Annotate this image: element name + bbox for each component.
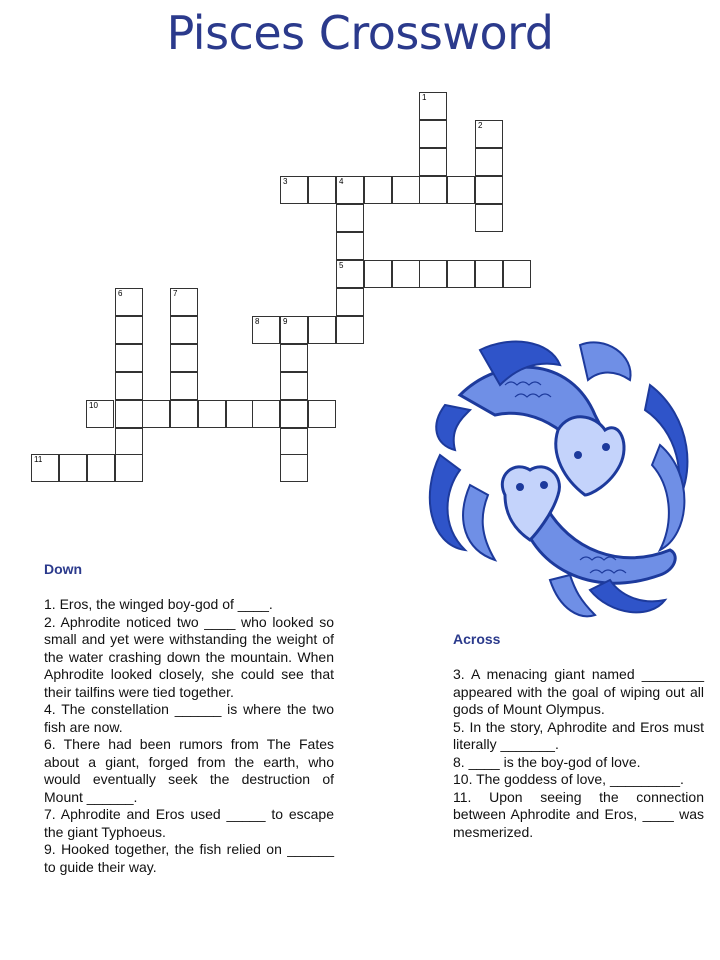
crossword-cell[interactable] bbox=[419, 148, 447, 176]
crossword-cell[interactable] bbox=[308, 316, 336, 344]
crossword-cell[interactable] bbox=[115, 428, 143, 456]
crossword-cell[interactable] bbox=[308, 176, 336, 204]
crossword-cell[interactable] bbox=[226, 400, 254, 428]
crossword-cell[interactable] bbox=[87, 454, 115, 482]
crossword-cell[interactable] bbox=[115, 316, 143, 344]
across-clue: 5. In the story, Aphrodite and Eros must literally _______. bbox=[453, 718, 704, 752]
crossword-cell[interactable] bbox=[252, 400, 280, 428]
crossword-cell[interactable] bbox=[31, 454, 59, 482]
down-clues bbox=[44, 596, 334, 876]
crossword-cell[interactable] bbox=[115, 288, 143, 316]
crossword-cell[interactable] bbox=[198, 400, 226, 428]
clue-number: 4 bbox=[339, 177, 344, 186]
crossword-cell[interactable] bbox=[336, 232, 364, 260]
crossword-cell[interactable] bbox=[170, 372, 198, 400]
crossword-cell[interactable] bbox=[364, 260, 392, 288]
crossword-cell[interactable] bbox=[280, 454, 308, 482]
crossword-cell[interactable] bbox=[475, 204, 503, 232]
clue-number: 3 bbox=[283, 177, 288, 186]
crossword-cell[interactable] bbox=[280, 316, 308, 344]
down-clue: 1. Eros, the winged boy-god of ____. bbox=[44, 596, 273, 612]
crossword-cell[interactable] bbox=[170, 288, 198, 316]
crossword-cell[interactable] bbox=[419, 260, 447, 288]
crossword-cell[interactable] bbox=[419, 176, 447, 204]
crossword-cell[interactable] bbox=[336, 288, 364, 316]
across-clue: 10. The goddess of love, _________. bbox=[453, 771, 684, 787]
clue-number: 6 bbox=[118, 289, 123, 298]
clue-number: 5 bbox=[339, 261, 344, 270]
crossword-cell[interactable] bbox=[475, 120, 503, 148]
crossword-cell[interactable] bbox=[115, 454, 143, 482]
crossword-cell[interactable] bbox=[419, 120, 447, 148]
crossword-cell[interactable] bbox=[503, 260, 531, 288]
crossword-cell[interactable] bbox=[142, 400, 170, 428]
crossword-cell[interactable] bbox=[86, 400, 114, 428]
crossword-cell[interactable] bbox=[115, 344, 143, 372]
page-title: Pisces Crossword bbox=[166, 6, 554, 60]
crossword-cell[interactable] bbox=[280, 176, 308, 204]
crossword-cell[interactable] bbox=[336, 176, 364, 204]
pisces-fish-icon bbox=[420, 335, 710, 625]
crossword-cell[interactable] bbox=[392, 176, 420, 204]
crossword-cell[interactable] bbox=[280, 428, 308, 456]
crossword-cell[interactable] bbox=[336, 204, 364, 232]
crossword-cell[interactable] bbox=[475, 148, 503, 176]
crossword-cell[interactable] bbox=[115, 372, 143, 400]
down-clue: 4. The constellation ______ is where the two fish are now. bbox=[44, 701, 334, 735]
clue-number: 11 bbox=[34, 455, 43, 464]
down-clue: 9. Hooked together, the fish relied on ______ to guide their way. bbox=[44, 841, 334, 875]
down-clue: 6. There had been rumors from The Fates about a giant, forged from the earth, who would eventually seek the destruction of Mount ______. bbox=[44, 736, 334, 805]
crossword-cell[interactable] bbox=[364, 176, 392, 204]
crossword-cell[interactable] bbox=[447, 176, 475, 204]
clue-number: 8 bbox=[255, 317, 260, 326]
crossword-cell[interactable] bbox=[475, 260, 503, 288]
crossword-cell[interactable] bbox=[475, 176, 503, 204]
crossword-cell[interactable] bbox=[280, 372, 308, 400]
crossword-cell[interactable] bbox=[280, 344, 308, 372]
crossword-cell[interactable] bbox=[252, 316, 280, 344]
crossword-cell[interactable] bbox=[392, 260, 420, 288]
crossword-cell[interactable] bbox=[447, 260, 475, 288]
crossword-cell[interactable] bbox=[170, 344, 198, 372]
down-clue: 7. Aphrodite and Eros used _____ to escape the giant Typhoeus. bbox=[44, 806, 334, 840]
across-clue: 11. Upon seeing the connection between Aphrodite and Eros, ____ was mesmerized. bbox=[453, 788, 704, 840]
clue-number: 7 bbox=[173, 289, 178, 298]
across-clue: 8. ____ is the boy-god of love. bbox=[453, 753, 641, 770]
clue-number: 10 bbox=[89, 401, 98, 410]
clue-number: 1 bbox=[422, 93, 427, 102]
crossword-cell[interactable] bbox=[419, 92, 447, 120]
crossword-cell[interactable] bbox=[59, 454, 87, 482]
down-clue: 2. Aphrodite noticed two ____ who looked so small and yet were withstanding the weight of the water crashing down the mountain. When Aphrodite looked closely, she could see that their tailfins were tied together. bbox=[44, 613, 334, 700]
crossword-cell[interactable] bbox=[308, 400, 336, 428]
crossword-cell[interactable] bbox=[280, 400, 308, 428]
crossword-cell[interactable] bbox=[170, 316, 198, 344]
crossword-cell[interactable] bbox=[170, 400, 198, 428]
crossword-cell[interactable] bbox=[336, 316, 364, 344]
down-heading: Down bbox=[44, 561, 83, 577]
crossword-cell[interactable] bbox=[336, 260, 364, 288]
across-clues bbox=[453, 666, 704, 841]
clue-number: 9 bbox=[283, 317, 288, 326]
across-clue: 3. A menacing giant named ________ appeared with the goal of wiping out all gods of Mount Olympus. bbox=[453, 666, 704, 717]
across-heading: Across bbox=[453, 631, 501, 647]
crossword-cell[interactable] bbox=[115, 400, 143, 428]
clue-number: 2 bbox=[478, 121, 483, 130]
